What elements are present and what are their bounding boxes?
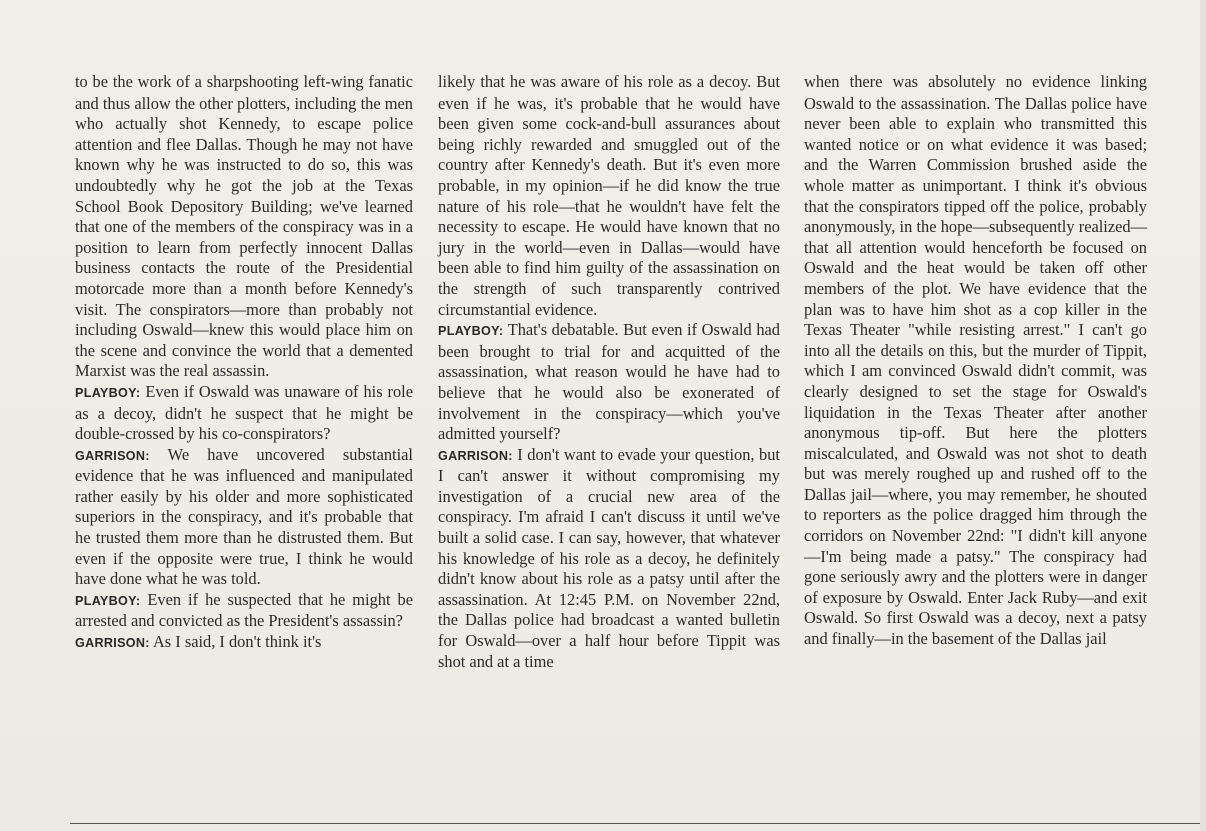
text-column-3 xyxy=(804,72,1147,650)
paragraph xyxy=(438,445,780,673)
paragraph xyxy=(75,632,413,654)
paragraph xyxy=(438,320,780,445)
paragraph xyxy=(804,72,1147,650)
speaker-label: GARRISON: xyxy=(438,448,513,463)
paragraph-text: Even if Oswald was unaware of his role as a decoy, didn't he suspect that he might be double-crossed by his co-conspirators? xyxy=(75,381,413,444)
speaker-label: GARRISON: xyxy=(75,448,150,463)
paragraph xyxy=(75,445,413,590)
paragraph-text: likely that he was aware of his role as a decoy. But even if he was, it's probable that he would have been given some cock-and-bull assurances about being richly rewarded and smuggled out of the country after Kennedy's death. But it's even more probable, in my opinion—if he did know the true nature of his role—that he wouldn't have felt the necessity to escape. He would have known that no jury in the world—even in Dallas—would have been able to find him guilty of the assassination on the strength of such transparently contrived circumstantial evidence. xyxy=(438,72,780,319)
speaker-label: PLAYBOY: xyxy=(75,385,141,400)
paragraph-text: to be the work of a sharpshooting left-wing fanatic and thus allow the other plotters, including the men who actually shot Kennedy, to escape police attention and flee Dallas. Though he may not have known why he was instructed to do so, this was undoubtedly why he got the job at the Texas School Book Depository Building; we've learned that one of the members of the conspiracy was in a position to learn from perfectly innocent Dallas business contacts the route of the Presidential motorcade more than a month before Kennedy's visit. The conspirators—more than probably not including Oswald—knew this would place him on the scene and convince the world that a demented Marxist was the real assassin. xyxy=(75,72,413,381)
text-column-1 xyxy=(75,72,413,654)
paragraph-text: That's debatable. But even if Oswald had been brought to trial for and acquitted of the assassination, what reason would he have had to believe that he would also be exonerated of involvement in the conspiracy—which you've admitted yourself? xyxy=(438,320,780,444)
text-column-2 xyxy=(438,72,780,672)
paragraph xyxy=(75,382,413,445)
speaker-label: GARRISON: xyxy=(75,636,150,651)
paragraph xyxy=(75,590,413,632)
page-edge xyxy=(1200,0,1206,831)
paragraph xyxy=(438,72,780,320)
paragraph-text: when there was absolutely no evidence linking Oswald to the assassination. The Dallas police have never been able to explain who transmitted this wanted notice or on what evidence it was based; and the Warren Commission brushed aside the whole matter as unimportant. I think it's obvious that the conspirators tipped off the police, probably anonymously, in the hope—subsequently realized—that all attention would henceforth be focused on Oswald and the heat would be taken off other members of the plot. We have evidence that the plan was to have him shot as a cop killer in the Texas Theater "while resisting arrest." I can't go into all the details on this, but the murder of Tippit, which I am convinced Oswald didn't commit, was clearly designed to set the stage for Oswald's liquidation in the Texas Theater after another anonymous tip-off. But here the plotters miscalculated, and Oswald was not shot to death but was merely roughed up and rushed off to the Dallas jail—where, you may remember, he shouted to reporters as the police dragged him through the corridors on November 22nd: "I didn't kill anyone—I'm being made a patsy." The conspiracy had gone seriously awry and the plotters were in danger of exposure by Oswald. Enter Jack Ruby—and exit Oswald. So first Oswald was a decoy, next a patsy and finally—in the basement of the Dallas jail xyxy=(804,72,1147,649)
paragraph-text: As I said, I don't think it's xyxy=(149,632,322,652)
speaker-label: PLAYBOY: xyxy=(75,593,141,608)
paragraph-text: I don't want to evade your question, but I can't answer it without compromising my investigation of a crucial new area of the conspiracy. I'm afraid I can't discuss it until we've built a solid case. I can say, however, that whatever his knowledge of his role as a decoy, he definitely didn't know about his role as a patsy until after the assassination. At 12:45 P.M. on November 22nd, the Dallas police had broadcast a wanted bulletin for Oswald—over a half hour before Tippit was shot and at a time xyxy=(438,444,780,671)
speaker-label: PLAYBOY: xyxy=(438,324,504,339)
paragraph-text: We have uncovered substantial evidence that he was influenced and manipulated rather easily by his older and more sophisticated superiors in the conspiracy, and it's probable that he trusted them more than he distrusted them. But even if the opposite were true, I think he would have done what he was told. xyxy=(75,444,413,589)
bottom-rule xyxy=(70,823,1206,824)
paragraph-text: Even if he suspected that he might be arrested and convicted as the President's assassin? xyxy=(75,589,413,631)
paragraph xyxy=(75,72,413,382)
